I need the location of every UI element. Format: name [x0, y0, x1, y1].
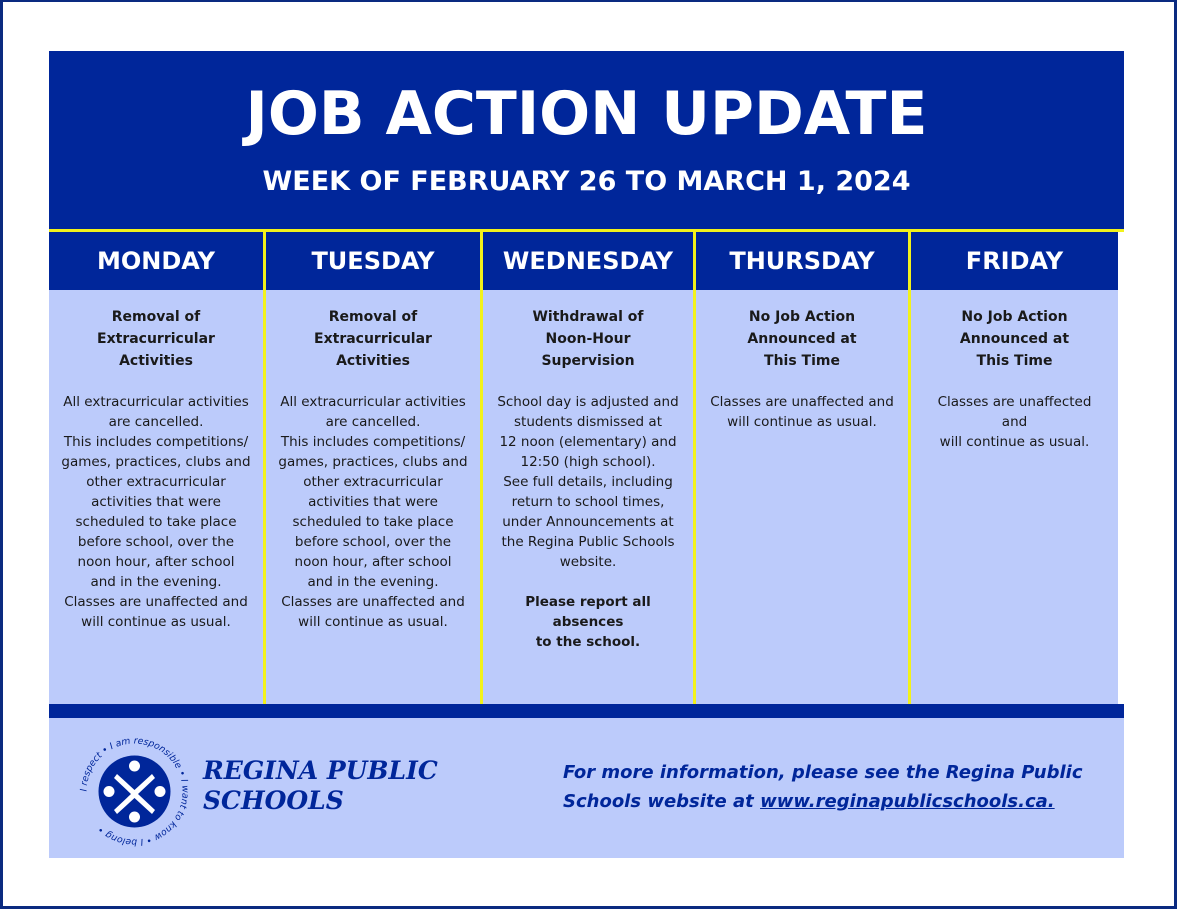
day-description-line: 12 noon (elementary) and	[499, 434, 677, 450]
day-description-line: are cancelled.	[325, 414, 421, 430]
day-description-line: to the school.	[535, 634, 641, 650]
day-description	[708, 392, 896, 432]
org-name-line: SCHOOLS	[203, 786, 344, 815]
day-heading: MONDAY	[49, 232, 263, 290]
org-name	[203, 756, 453, 816]
day-action-title-line: This Time	[764, 353, 840, 369]
day-description-line: will continue as usual.	[939, 434, 1090, 450]
day-action-title	[923, 306, 1106, 372]
day-description-line: Classes are unaffected and	[937, 394, 1092, 430]
day-column-tuesday	[263, 232, 480, 704]
weekday-columns	[49, 229, 1124, 704]
day-description-line: before school, over the	[294, 534, 452, 550]
day-heading: THURSDAY	[696, 232, 908, 290]
day-description-line: games, practices, clubs and	[61, 454, 251, 470]
day-description-line: Classes are unaffected and	[710, 394, 894, 410]
day-description-line: return to school times,	[511, 494, 665, 510]
day-description-line: All extracurricular activities	[63, 394, 249, 410]
day-description-line: will continue as usual.	[81, 614, 231, 630]
day-action-title-line: No Job Action	[748, 309, 856, 325]
day-description-line: See full details, including	[503, 474, 673, 490]
day-description	[495, 392, 681, 572]
day-description-line: Classes are unaffected and	[281, 594, 465, 610]
day-description-line: 12:50 (high school).	[520, 454, 656, 470]
day-action-title-line: No Job Action	[961, 309, 1068, 325]
day-action-title	[61, 306, 251, 372]
day-description-line: other extracurricular	[86, 474, 226, 490]
day-action-title-line: Activities	[336, 353, 410, 369]
day-action-title-line: Activities	[119, 353, 193, 369]
day-description	[61, 392, 251, 632]
day-description-line: activities that were	[91, 494, 221, 510]
day-action-title-line: Removal of	[328, 309, 418, 325]
more-info-text	[563, 758, 1103, 816]
day-body	[266, 290, 480, 632]
day-column-monday	[49, 232, 263, 704]
day-description	[278, 392, 468, 632]
day-heading: WEDNESDAY	[483, 232, 693, 290]
day-action-title-line: Extracurricular	[314, 331, 432, 347]
day-description-line: and in the evening.	[90, 574, 222, 590]
day-note-bold	[495, 592, 681, 652]
day-description-line: will continue as usual.	[727, 414, 877, 430]
day-description-line: School day is adjusted and	[497, 394, 679, 410]
day-action-title	[278, 306, 468, 372]
day-body	[483, 290, 693, 652]
day-action-title-line: Announced at	[959, 331, 1070, 347]
day-description-line: Please report all absences	[525, 594, 651, 630]
day-description-line: other extracurricular	[303, 474, 443, 490]
day-description-line: are cancelled.	[108, 414, 204, 430]
day-body	[911, 290, 1118, 452]
day-description-line: will continue as usual.	[298, 614, 448, 630]
day-description-line: and in the evening.	[307, 574, 439, 590]
day-action-title	[708, 306, 896, 372]
day-description-line: students dismissed at	[514, 414, 662, 430]
more-info-label: For more information, please see the Regina Public Schools website at	[563, 762, 1083, 812]
day-heading: FRIDAY	[911, 232, 1118, 290]
regina-public-schools-logo-icon	[77, 734, 192, 849]
day-description-line: website.	[559, 554, 617, 570]
day-description-line: noon hour, after school	[77, 554, 235, 570]
day-action-title-line: Noon-Hour	[545, 331, 631, 347]
day-heading: TUESDAY	[266, 232, 480, 290]
logo-ring-text: I respect • I am responsible • I want to know • I belong •	[78, 735, 191, 848]
website-link[interactable]: www.reginapublicschools.ca.	[760, 791, 1055, 812]
day-description-line: scheduled to take place	[292, 514, 454, 530]
day-description-line: under Announcements at	[502, 514, 674, 530]
day-action-title-line: Removal of	[111, 309, 201, 325]
org-name-line: REGINA PUBLIC	[203, 756, 438, 785]
day-description-line: games, practices, clubs and	[278, 454, 468, 470]
day-column-friday	[908, 232, 1118, 704]
day-description-line: Classes are unaffected and	[64, 594, 248, 610]
day-description-line: before school, over the	[77, 534, 235, 550]
day-body	[696, 290, 908, 432]
day-description-line: the Regina Public Schools	[501, 534, 675, 550]
day-description-line: scheduled to take place	[75, 514, 237, 530]
day-action-title-line: This Time	[976, 353, 1053, 369]
job-action-notice	[49, 51, 1124, 858]
day-description-line: This includes competitions/	[63, 434, 249, 450]
day-action-title-line: Extracurricular	[97, 331, 215, 347]
day-description-line: This includes competitions/	[280, 434, 466, 450]
day-description	[923, 392, 1106, 452]
day-description-line: activities that were	[308, 494, 438, 510]
divider-bar	[49, 704, 1124, 718]
notice-title: JOB ACTION UPDATE	[245, 79, 928, 149]
day-column-wednesday	[480, 232, 693, 704]
day-action-title-line: Withdrawal of	[532, 309, 644, 325]
day-body	[49, 290, 263, 632]
day-description-line: noon hour, after school	[294, 554, 452, 570]
day-action-title	[495, 306, 681, 372]
day-column-thursday	[693, 232, 908, 704]
day-description-line: All extracurricular activities	[280, 394, 466, 410]
notice-footer	[49, 718, 1124, 858]
day-action-title-line: Announced at	[747, 331, 857, 347]
notice-subtitle: WEEK OF FEBRUARY 26 TO MARCH 1, 2024	[262, 166, 911, 197]
notice-header	[49, 51, 1124, 229]
day-action-title-line: Supervision	[541, 353, 635, 369]
